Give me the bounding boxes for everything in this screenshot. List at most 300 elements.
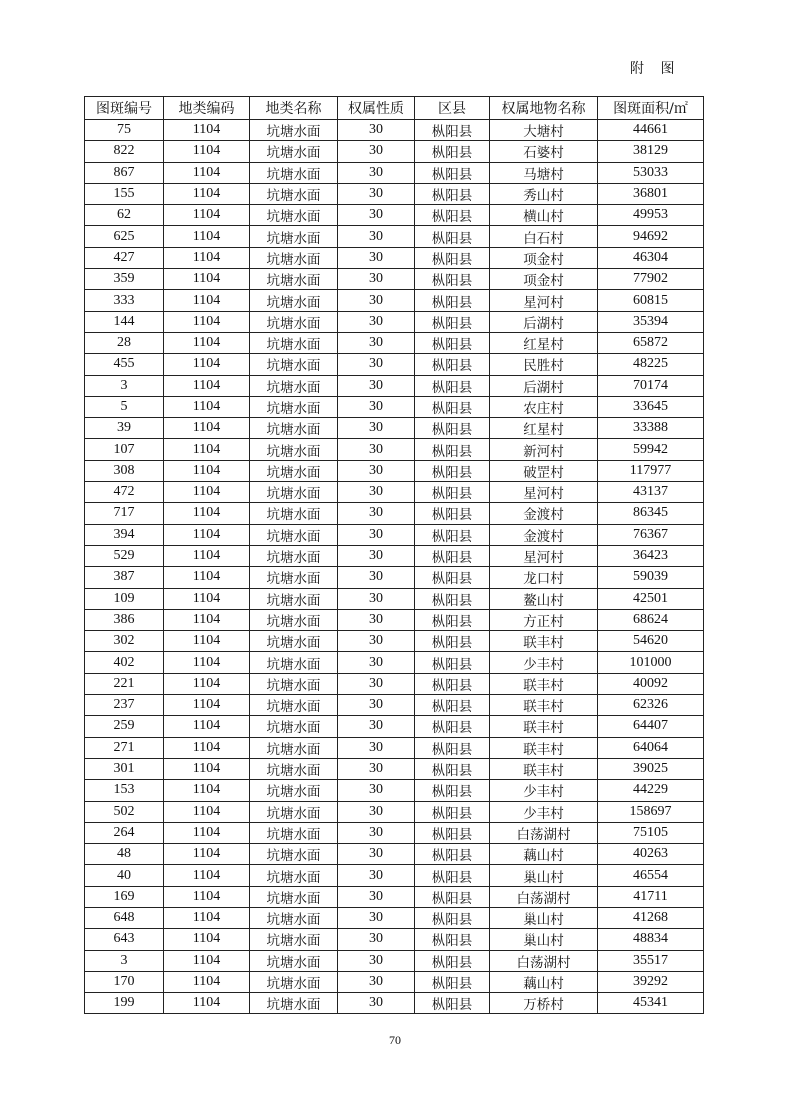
cell-ownership-type: 30 bbox=[338, 886, 415, 907]
cell-ownership-type: 30 bbox=[338, 482, 415, 503]
cell-land-code: 1104 bbox=[164, 695, 250, 716]
col-header-ownership-type: 权属性质 bbox=[338, 97, 415, 120]
cell-county: 枞阳县 bbox=[415, 524, 490, 545]
cell-area: 59942 bbox=[598, 439, 704, 460]
table-row bbox=[85, 439, 704, 460]
cell-land-code: 1104 bbox=[164, 183, 250, 204]
table-row bbox=[85, 162, 704, 183]
cell-county: 枞阳县 bbox=[415, 907, 490, 928]
cell-area: 94692 bbox=[598, 226, 704, 247]
cell-parcel-id: 359 bbox=[85, 269, 164, 290]
cell-land-code: 1104 bbox=[164, 929, 250, 950]
cell-area: 48225 bbox=[598, 354, 704, 375]
table-row bbox=[85, 758, 704, 779]
cell-land-type: 坑塘水面 bbox=[250, 418, 338, 439]
cell-land-type: 坑塘水面 bbox=[250, 482, 338, 503]
cell-owner-name: 农庄村 bbox=[490, 396, 598, 417]
cell-ownership-type: 30 bbox=[338, 822, 415, 843]
cell-owner-name: 少丰村 bbox=[490, 780, 598, 801]
table-row bbox=[85, 503, 704, 524]
cell-ownership-type: 30 bbox=[338, 971, 415, 992]
cell-owner-name: 破罡村 bbox=[490, 460, 598, 481]
cell-owner-name: 万桥村 bbox=[490, 993, 598, 1014]
cell-land-type: 坑塘水面 bbox=[250, 631, 338, 652]
cell-area: 117977 bbox=[598, 460, 704, 481]
cell-area: 64064 bbox=[598, 737, 704, 758]
cell-land-type: 坑塘水面 bbox=[250, 695, 338, 716]
cell-parcel-id: 48 bbox=[85, 844, 164, 865]
cell-parcel-id: 302 bbox=[85, 631, 164, 652]
cell-land-code: 1104 bbox=[164, 737, 250, 758]
table-row bbox=[85, 290, 704, 311]
cell-county: 枞阳县 bbox=[415, 205, 490, 226]
cell-area: 44661 bbox=[598, 120, 704, 141]
cell-area: 64407 bbox=[598, 716, 704, 737]
col-header-area: 图斑面积/㎡ bbox=[598, 97, 704, 120]
cell-parcel-id: 455 bbox=[85, 354, 164, 375]
cell-ownership-type: 30 bbox=[338, 609, 415, 630]
cell-parcel-id: 170 bbox=[85, 971, 164, 992]
cell-area: 35517 bbox=[598, 950, 704, 971]
cell-owner-name: 星河村 bbox=[490, 545, 598, 566]
cell-parcel-id: 107 bbox=[85, 439, 164, 460]
cell-area: 44229 bbox=[598, 780, 704, 801]
cell-county: 枞阳县 bbox=[415, 439, 490, 460]
cell-county: 枞阳县 bbox=[415, 269, 490, 290]
table-row bbox=[85, 929, 704, 950]
cell-owner-name: 星河村 bbox=[490, 482, 598, 503]
cell-area: 65872 bbox=[598, 332, 704, 353]
cell-land-code: 1104 bbox=[164, 907, 250, 928]
cell-owner-name: 方正村 bbox=[490, 609, 598, 630]
cell-land-code: 1104 bbox=[164, 290, 250, 311]
cell-land-type: 坑塘水面 bbox=[250, 780, 338, 801]
cell-parcel-id: 625 bbox=[85, 226, 164, 247]
table-row bbox=[85, 524, 704, 545]
cell-parcel-id: 153 bbox=[85, 780, 164, 801]
table-row bbox=[85, 482, 704, 503]
cell-land-code: 1104 bbox=[164, 716, 250, 737]
cell-land-type: 坑塘水面 bbox=[250, 758, 338, 779]
cell-county: 枞阳县 bbox=[415, 567, 490, 588]
cell-owner-name: 后湖村 bbox=[490, 311, 598, 332]
cell-county: 枞阳县 bbox=[415, 226, 490, 247]
cell-owner-name: 少丰村 bbox=[490, 652, 598, 673]
cell-land-code: 1104 bbox=[164, 801, 250, 822]
cell-land-code: 1104 bbox=[164, 226, 250, 247]
cell-area: 46304 bbox=[598, 247, 704, 268]
cell-land-code: 1104 bbox=[164, 503, 250, 524]
cell-owner-name: 联丰村 bbox=[490, 673, 598, 694]
cell-land-code: 1104 bbox=[164, 609, 250, 630]
cell-land-type: 坑塘水面 bbox=[250, 503, 338, 524]
cell-ownership-type: 30 bbox=[338, 205, 415, 226]
table-row bbox=[85, 418, 704, 439]
cell-area: 33645 bbox=[598, 396, 704, 417]
cell-land-type: 坑塘水面 bbox=[250, 844, 338, 865]
cell-county: 枞阳县 bbox=[415, 886, 490, 907]
cell-area: 41711 bbox=[598, 886, 704, 907]
cell-land-type: 坑塘水面 bbox=[250, 141, 338, 162]
cell-area: 54620 bbox=[598, 631, 704, 652]
cell-owner-name: 藕山村 bbox=[490, 844, 598, 865]
cell-county: 枞阳县 bbox=[415, 865, 490, 886]
cell-ownership-type: 30 bbox=[338, 844, 415, 865]
cell-ownership-type: 30 bbox=[338, 332, 415, 353]
cell-land-code: 1104 bbox=[164, 524, 250, 545]
cell-parcel-id: 75 bbox=[85, 120, 164, 141]
col-header-parcel-id: 图斑编号 bbox=[85, 97, 164, 120]
cell-county: 枞阳县 bbox=[415, 758, 490, 779]
cell-land-type: 坑塘水面 bbox=[250, 162, 338, 183]
cell-parcel-id: 221 bbox=[85, 673, 164, 694]
cell-land-type: 坑塘水面 bbox=[250, 801, 338, 822]
table-row bbox=[85, 971, 704, 992]
cell-land-type: 坑塘水面 bbox=[250, 652, 338, 673]
cell-area: 86345 bbox=[598, 503, 704, 524]
cell-county: 枞阳县 bbox=[415, 844, 490, 865]
cell-county: 枞阳县 bbox=[415, 311, 490, 332]
cell-ownership-type: 30 bbox=[338, 716, 415, 737]
cell-ownership-type: 30 bbox=[338, 993, 415, 1014]
table-row bbox=[85, 673, 704, 694]
cell-parcel-id: 28 bbox=[85, 332, 164, 353]
cell-owner-name: 后湖村 bbox=[490, 375, 598, 396]
cell-county: 枞阳县 bbox=[415, 801, 490, 822]
cell-area: 36801 bbox=[598, 183, 704, 204]
cell-ownership-type: 30 bbox=[338, 737, 415, 758]
cell-county: 枞阳县 bbox=[415, 183, 490, 204]
table-row bbox=[85, 588, 704, 609]
cell-owner-name: 联丰村 bbox=[490, 695, 598, 716]
cell-parcel-id: 199 bbox=[85, 993, 164, 1014]
cell-ownership-type: 30 bbox=[338, 673, 415, 694]
cell-parcel-id: 308 bbox=[85, 460, 164, 481]
cell-land-code: 1104 bbox=[164, 120, 250, 141]
cell-county: 枞阳县 bbox=[415, 929, 490, 950]
cell-land-type: 坑塘水面 bbox=[250, 439, 338, 460]
cell-owner-name: 鳌山村 bbox=[490, 588, 598, 609]
cell-area: 70174 bbox=[598, 375, 704, 396]
cell-land-type: 坑塘水面 bbox=[250, 609, 338, 630]
cell-county: 枞阳县 bbox=[415, 993, 490, 1014]
cell-parcel-id: 394 bbox=[85, 524, 164, 545]
cell-land-type: 坑塘水面 bbox=[250, 865, 338, 886]
cell-parcel-id: 386 bbox=[85, 609, 164, 630]
cell-parcel-id: 109 bbox=[85, 588, 164, 609]
cell-county: 枞阳县 bbox=[415, 247, 490, 268]
cell-parcel-id: 427 bbox=[85, 247, 164, 268]
cell-land-type: 坑塘水面 bbox=[250, 247, 338, 268]
table-row bbox=[85, 907, 704, 928]
table-row bbox=[85, 183, 704, 204]
cell-area: 101000 bbox=[598, 652, 704, 673]
cell-parcel-id: 822 bbox=[85, 141, 164, 162]
cell-parcel-id: 264 bbox=[85, 822, 164, 843]
cell-land-type: 坑塘水面 bbox=[250, 950, 338, 971]
cell-land-code: 1104 bbox=[164, 780, 250, 801]
cell-owner-name: 白荡湖村 bbox=[490, 886, 598, 907]
cell-land-code: 1104 bbox=[164, 567, 250, 588]
col-header-land-type: 地类名称 bbox=[250, 97, 338, 120]
table-row bbox=[85, 247, 704, 268]
cell-area: 39292 bbox=[598, 971, 704, 992]
cell-land-code: 1104 bbox=[164, 950, 250, 971]
cell-land-code: 1104 bbox=[164, 396, 250, 417]
cell-owner-name: 联丰村 bbox=[490, 737, 598, 758]
cell-parcel-id: 3 bbox=[85, 375, 164, 396]
cell-county: 枞阳县 bbox=[415, 609, 490, 630]
cell-parcel-id: 5 bbox=[85, 396, 164, 417]
cell-ownership-type: 30 bbox=[338, 396, 415, 417]
cell-ownership-type: 30 bbox=[338, 695, 415, 716]
table-row bbox=[85, 993, 704, 1014]
cell-owner-name: 白荡湖村 bbox=[490, 822, 598, 843]
cell-owner-name: 联丰村 bbox=[490, 758, 598, 779]
cell-area: 43137 bbox=[598, 482, 704, 503]
cell-ownership-type: 30 bbox=[338, 354, 415, 375]
cell-owner-name: 巢山村 bbox=[490, 929, 598, 950]
cell-land-type: 坑塘水面 bbox=[250, 929, 338, 950]
table-header-row bbox=[85, 97, 704, 120]
parcel-table bbox=[84, 96, 704, 1014]
col-header-county: 区县 bbox=[415, 97, 490, 120]
cell-ownership-type: 30 bbox=[338, 588, 415, 609]
cell-county: 枞阳县 bbox=[415, 503, 490, 524]
cell-owner-name: 少丰村 bbox=[490, 801, 598, 822]
table-row bbox=[85, 226, 704, 247]
cell-land-type: 坑塘水面 bbox=[250, 226, 338, 247]
cell-land-type: 坑塘水面 bbox=[250, 396, 338, 417]
cell-area: 45341 bbox=[598, 993, 704, 1014]
cell-land-type: 坑塘水面 bbox=[250, 354, 338, 375]
cell-land-code: 1104 bbox=[164, 631, 250, 652]
cell-parcel-id: 333 bbox=[85, 290, 164, 311]
cell-land-type: 坑塘水面 bbox=[250, 332, 338, 353]
cell-land-code: 1104 bbox=[164, 439, 250, 460]
cell-owner-name: 新河村 bbox=[490, 439, 598, 460]
cell-land-type: 坑塘水面 bbox=[250, 907, 338, 928]
cell-county: 枞阳县 bbox=[415, 822, 490, 843]
col-header-land-code: 地类编码 bbox=[164, 97, 250, 120]
cell-parcel-id: 169 bbox=[85, 886, 164, 907]
cell-land-code: 1104 bbox=[164, 971, 250, 992]
table-row bbox=[85, 822, 704, 843]
cell-parcel-id: 155 bbox=[85, 183, 164, 204]
cell-county: 枞阳县 bbox=[415, 545, 490, 566]
cell-parcel-id: 717 bbox=[85, 503, 164, 524]
table-row bbox=[85, 375, 704, 396]
cell-ownership-type: 30 bbox=[338, 439, 415, 460]
cell-owner-name: 联丰村 bbox=[490, 631, 598, 652]
cell-land-type: 坑塘水面 bbox=[250, 971, 338, 992]
cell-county: 枞阳县 bbox=[415, 716, 490, 737]
cell-land-code: 1104 bbox=[164, 588, 250, 609]
cell-ownership-type: 30 bbox=[338, 652, 415, 673]
cell-owner-name: 石婆村 bbox=[490, 141, 598, 162]
cell-ownership-type: 30 bbox=[338, 929, 415, 950]
table-row bbox=[85, 269, 704, 290]
cell-area: 40092 bbox=[598, 673, 704, 694]
cell-land-code: 1104 bbox=[164, 205, 250, 226]
cell-owner-name: 白石村 bbox=[490, 226, 598, 247]
cell-land-type: 坑塘水面 bbox=[250, 716, 338, 737]
cell-land-code: 1104 bbox=[164, 844, 250, 865]
cell-area: 68624 bbox=[598, 609, 704, 630]
cell-owner-name: 巢山村 bbox=[490, 865, 598, 886]
cell-ownership-type: 30 bbox=[338, 226, 415, 247]
table-row bbox=[85, 716, 704, 737]
cell-ownership-type: 30 bbox=[338, 907, 415, 928]
cell-area: 53033 bbox=[598, 162, 704, 183]
cell-land-code: 1104 bbox=[164, 247, 250, 268]
cell-ownership-type: 30 bbox=[338, 950, 415, 971]
cell-ownership-type: 30 bbox=[338, 290, 415, 311]
cell-owner-name: 龙口村 bbox=[490, 567, 598, 588]
cell-owner-name: 秀山村 bbox=[490, 183, 598, 204]
cell-land-type: 坑塘水面 bbox=[250, 205, 338, 226]
cell-county: 枞阳县 bbox=[415, 418, 490, 439]
table-row bbox=[85, 950, 704, 971]
cell-land-type: 坑塘水面 bbox=[250, 269, 338, 290]
cell-parcel-id: 867 bbox=[85, 162, 164, 183]
cell-county: 枞阳县 bbox=[415, 673, 490, 694]
cell-parcel-id: 39 bbox=[85, 418, 164, 439]
cell-land-type: 坑塘水面 bbox=[250, 993, 338, 1014]
table-row bbox=[85, 311, 704, 332]
table-row bbox=[85, 631, 704, 652]
cell-county: 枞阳县 bbox=[415, 162, 490, 183]
cell-owner-name: 金渡村 bbox=[490, 503, 598, 524]
table-row bbox=[85, 844, 704, 865]
cell-area: 42501 bbox=[598, 588, 704, 609]
cell-parcel-id: 648 bbox=[85, 907, 164, 928]
cell-land-type: 坑塘水面 bbox=[250, 673, 338, 694]
cell-county: 枞阳县 bbox=[415, 332, 490, 353]
cell-parcel-id: 237 bbox=[85, 695, 164, 716]
cell-ownership-type: 30 bbox=[338, 545, 415, 566]
cell-area: 35394 bbox=[598, 311, 704, 332]
cell-owner-name: 大塘村 bbox=[490, 120, 598, 141]
cell-land-code: 1104 bbox=[164, 141, 250, 162]
page-number: 70 bbox=[389, 1033, 401, 1047]
cell-parcel-id: 301 bbox=[85, 758, 164, 779]
cell-ownership-type: 30 bbox=[338, 141, 415, 162]
cell-land-type: 坑塘水面 bbox=[250, 460, 338, 481]
cell-ownership-type: 30 bbox=[338, 247, 415, 268]
cell-ownership-type: 30 bbox=[338, 524, 415, 545]
cell-county: 枞阳县 bbox=[415, 120, 490, 141]
cell-county: 枞阳县 bbox=[415, 141, 490, 162]
table-body bbox=[85, 120, 704, 1014]
cell-land-code: 1104 bbox=[164, 758, 250, 779]
cell-land-code: 1104 bbox=[164, 354, 250, 375]
cell-county: 枞阳县 bbox=[415, 780, 490, 801]
cell-land-code: 1104 bbox=[164, 993, 250, 1014]
table-row bbox=[85, 205, 704, 226]
cell-ownership-type: 30 bbox=[338, 460, 415, 481]
cell-land-code: 1104 bbox=[164, 460, 250, 481]
cell-land-code: 1104 bbox=[164, 822, 250, 843]
cell-ownership-type: 30 bbox=[338, 162, 415, 183]
cell-area: 77902 bbox=[598, 269, 704, 290]
cell-land-code: 1104 bbox=[164, 482, 250, 503]
cell-land-type: 坑塘水面 bbox=[250, 375, 338, 396]
cell-parcel-id: 643 bbox=[85, 929, 164, 950]
cell-owner-name: 横山村 bbox=[490, 205, 598, 226]
cell-parcel-id: 144 bbox=[85, 311, 164, 332]
cell-parcel-id: 3 bbox=[85, 950, 164, 971]
cell-ownership-type: 30 bbox=[338, 503, 415, 524]
cell-county: 枞阳县 bbox=[415, 971, 490, 992]
cell-ownership-type: 30 bbox=[338, 375, 415, 396]
cell-land-code: 1104 bbox=[164, 311, 250, 332]
cell-owner-name: 联丰村 bbox=[490, 716, 598, 737]
cell-county: 枞阳县 bbox=[415, 460, 490, 481]
table-row bbox=[85, 737, 704, 758]
table-row bbox=[85, 865, 704, 886]
cell-area: 62326 bbox=[598, 695, 704, 716]
cell-ownership-type: 30 bbox=[338, 801, 415, 822]
cell-land-code: 1104 bbox=[164, 545, 250, 566]
cell-area: 36423 bbox=[598, 545, 704, 566]
cell-owner-name: 项金村 bbox=[490, 247, 598, 268]
cell-parcel-id: 387 bbox=[85, 567, 164, 588]
cell-land-type: 坑塘水面 bbox=[250, 886, 338, 907]
cell-county: 枞阳县 bbox=[415, 375, 490, 396]
cell-land-type: 坑塘水面 bbox=[250, 183, 338, 204]
cell-owner-name: 藕山村 bbox=[490, 971, 598, 992]
cell-ownership-type: 30 bbox=[338, 631, 415, 652]
cell-ownership-type: 30 bbox=[338, 418, 415, 439]
cell-parcel-id: 40 bbox=[85, 865, 164, 886]
col-header-owner-name: 权属地物名称 bbox=[490, 97, 598, 120]
cell-ownership-type: 30 bbox=[338, 183, 415, 204]
cell-ownership-type: 30 bbox=[338, 311, 415, 332]
cell-area: 158697 bbox=[598, 801, 704, 822]
cell-owner-name: 巢山村 bbox=[490, 907, 598, 928]
cell-owner-name: 红星村 bbox=[490, 332, 598, 353]
cell-county: 枞阳县 bbox=[415, 588, 490, 609]
cell-area: 76367 bbox=[598, 524, 704, 545]
table-row bbox=[85, 332, 704, 353]
cell-land-type: 坑塘水面 bbox=[250, 311, 338, 332]
cell-area: 40263 bbox=[598, 844, 704, 865]
cell-land-code: 1104 bbox=[164, 162, 250, 183]
cell-land-type: 坑塘水面 bbox=[250, 545, 338, 566]
cell-land-type: 坑塘水面 bbox=[250, 567, 338, 588]
cell-ownership-type: 30 bbox=[338, 120, 415, 141]
table-row bbox=[85, 396, 704, 417]
table-row bbox=[85, 695, 704, 716]
cell-county: 枞阳县 bbox=[415, 652, 490, 673]
cell-land-type: 坑塘水面 bbox=[250, 822, 338, 843]
cell-land-code: 1104 bbox=[164, 886, 250, 907]
cell-area: 46554 bbox=[598, 865, 704, 886]
table-row bbox=[85, 354, 704, 375]
cell-owner-name: 项金村 bbox=[490, 269, 598, 290]
cell-parcel-id: 529 bbox=[85, 545, 164, 566]
cell-ownership-type: 30 bbox=[338, 865, 415, 886]
table-row bbox=[85, 652, 704, 673]
cell-parcel-id: 472 bbox=[85, 482, 164, 503]
cell-owner-name: 星河村 bbox=[490, 290, 598, 311]
cell-land-type: 坑塘水面 bbox=[250, 588, 338, 609]
cell-area: 59039 bbox=[598, 567, 704, 588]
cell-owner-name: 金渡村 bbox=[490, 524, 598, 545]
cell-county: 枞阳县 bbox=[415, 482, 490, 503]
cell-area: 41268 bbox=[598, 907, 704, 928]
